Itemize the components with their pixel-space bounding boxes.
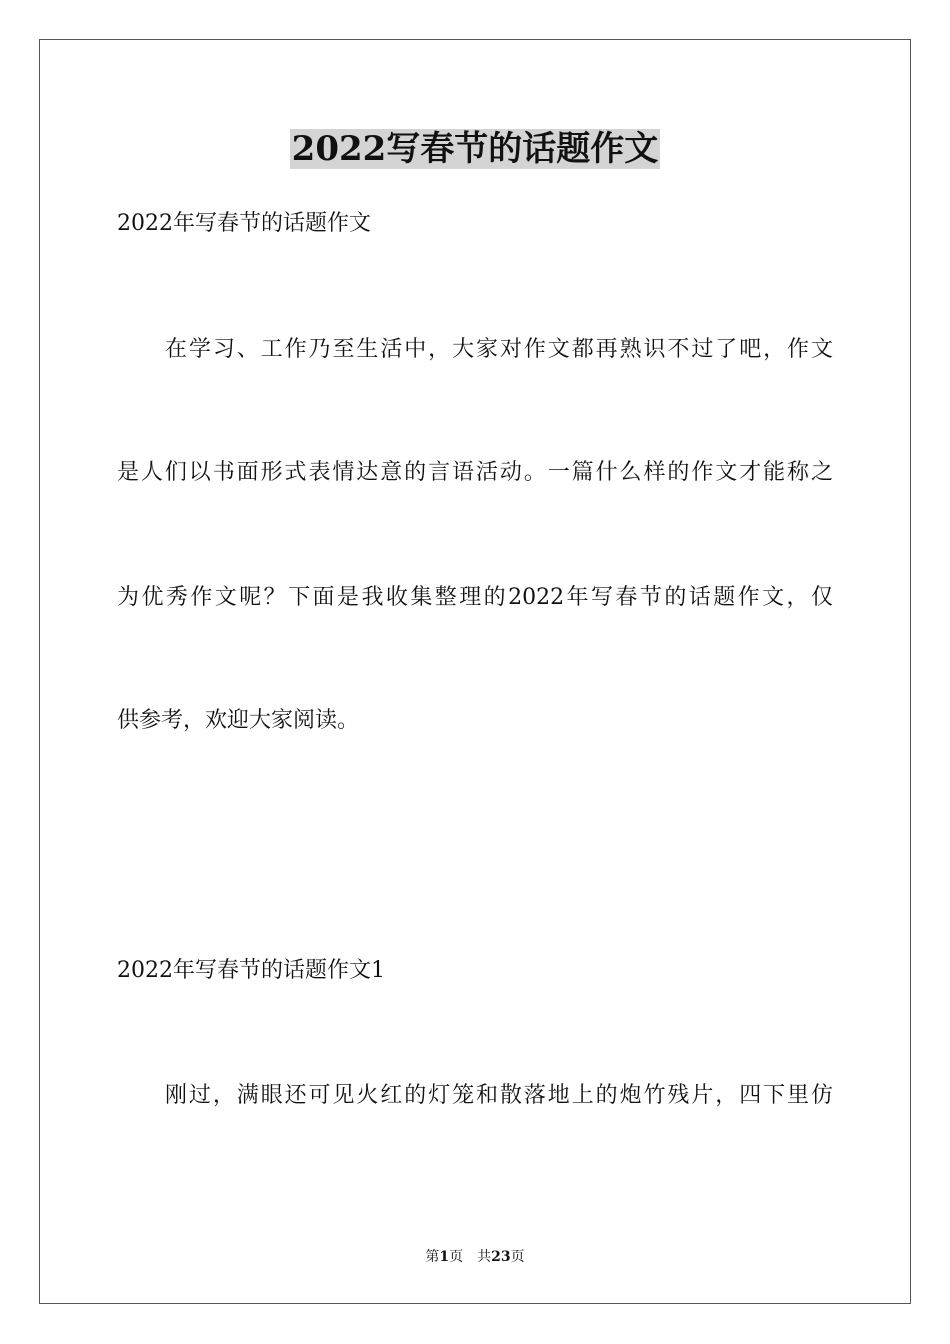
intro-line-4: 供参考，欢迎大家阅读。 [117, 708, 360, 733]
document-title-text: 2022写春节的话题作文 [291, 129, 659, 169]
intro-line-2: 是人们以书面形式表情达意的言语活动。一篇什么样的作文才能称之 [117, 460, 833, 485]
page-footer [0, 1247, 950, 1267]
section-heading: 2022年写春节的话题作文1 [117, 958, 385, 983]
intro-line-3: 为优秀作文呢？下面是我收集整理的2022年写春节的话题作文，仅 [117, 585, 833, 610]
footer-page-suffix: 页 [510, 1249, 525, 1265]
footer-page-current: 1 [439, 1249, 450, 1265]
footer-page-mid: 页 共 [449, 1249, 492, 1265]
footer-page-prefix: 第 [425, 1249, 440, 1265]
footer-page-total: 23 [491, 1249, 511, 1265]
document-title [0, 128, 950, 170]
section-first-line: 刚过，满眼还可见火红的灯笼和散落地上的炮竹残片，四下里仿 [165, 1083, 833, 1108]
document-subtitle: 2022年写春节的话题作文 [117, 211, 371, 236]
intro-line-1: 在学习、工作乃至生活中，大家对作文都再熟识不过了吧，作文 [165, 337, 833, 362]
